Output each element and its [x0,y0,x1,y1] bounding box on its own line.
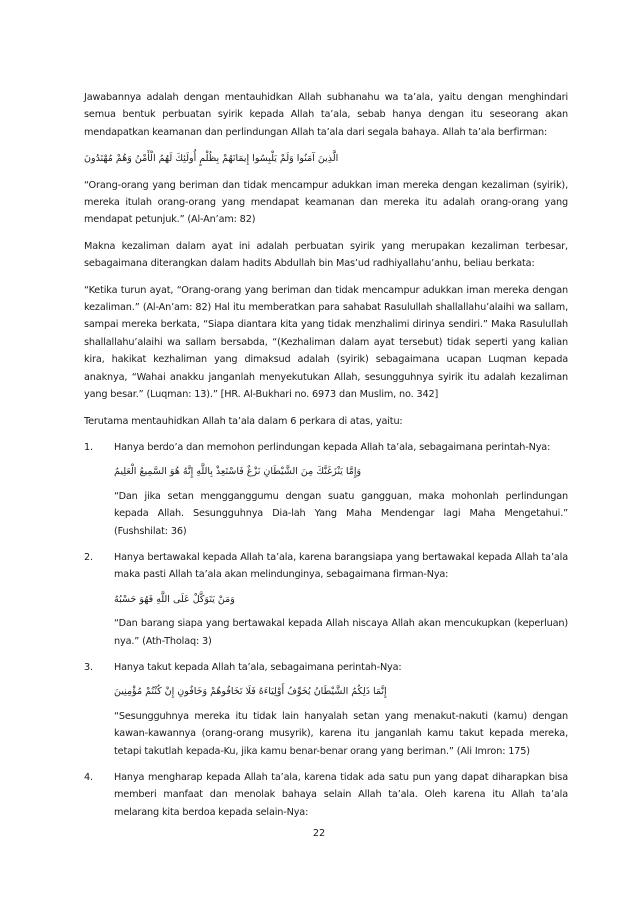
paragraph-list-intro: Terutama mentauhidkan Allah ta’ala dalam 6 perkara di atas, yaitu: [84,415,403,427]
arabic-verse: وَإِمَّا يَنْزَغَنَّكَ مِنَ الشَّيْطَانِ نَزْغٌ فَاسْتَعِذْ بِاللَّهِ إِنَّهُ هُوَ السَّمِيعُ الْعَلِيمُ [114,466,362,478]
list-item-text: Hanya bertawakal kepada Allah ta’ala, karena barangsiapa yang bertawakal kepada Allah ta’ala maka pasti Allah ta’ala akan melindunginya, sebagaimana firman-Nya: [114,551,568,581]
verse-translation: “Dan barang siapa yang bertawakal kepada Allah niscaya Allah akan mencukupkan (keperluan) nya.” (Ath-Tholaq: 3) [114,618,568,647]
arabic-verse: وَمَنْ يَتَوَكَّلْ عَلَى اللَّهِ فَهُوَ حَسْبُهُ [114,593,235,605]
list-number: 4. [84,772,93,783]
arabic-verse-al-anam: الَّذِينَ آمَنُوا وَلَمْ يَلْبِسُوا إِيمَانَهُمْ بِظُلْمٍ أُولَئِكَ لَهُمُ الْأَمْنُ وَهُمْ مُهْتَدُونَ [84,153,339,165]
verse-translation: “Sesungguhnya mereka itu tidak lain hanyalah setan yang menakut-nakuti (kamu) dengan kawan-kawannya (orang-orang musyrik), karena itu janganlah kamu takut kepada mereka, tetapi takutlah kepada-Ku, jika kamu benar-benar orang yang beriman.” (Ali Imron: 175) [114,710,568,757]
list-item-text: Hanya mengharap kepada Allah ta’ala, karena tidak ada satu pun yang dapat diharapkan bisa memberi manfaat dan menolak bahaya selain Allah ta’ala. Oleh karena itu Allah ta’ala melarang kita berdoa kepada selain-Nya: [114,772,568,818]
list-item-4 [84,769,568,821]
paragraph-intro: Jawabannya adalah dengan mentauhidkan Allah subhanahu wa ta’ala, yaitu dengan menghindari semua bentuk perbuatan syirik kepada Allah ta’ala, sebab hanya dengan itu seseorang akan mendapatkan keamanan dan perlindungan Allah ta’ala dari segala bahaya. Allah ta’ala berfirman: [84,92,568,138]
paragraph-translation-al-anam: “Orang-orang yang beriman dan tidak mencampur adukkan iman mereka dengan kezaliman (syirik), mereka itulah orang-orang yang mendapat keamanan dan mereka itu adalah orang-orang yang mendapat petunjuk.” (Al-An’am: 82) [84,179,568,226]
paragraph-hadith: “Ketika turun ayat, “Orang-orang yang beriman dan tidak mencampur adukkan iman mereka dengan kezaliman.” (Al-An’am: 82) Hal itu memberatkan para sahabat Rasulullah shallallahu’alaihi wa sallam, sampai mereka berkata, “Siapa diantara kita yang tidak menzhalimi dirinya sendiri.” Maka Rasulullah shallallahu’alaihi wa sallam bersabda, “(Kezhaliman dalam ayat tersebut) tidak seperti yang kalian kira, hakikat kezhaliman yang dimaksud adalah (syirik) sebagaimana ucapan Luqman kepada anaknya, “Wahai anakku janganlah menyekutukan Allah, sesungguhnya syirik itu adalah kezaliman yang besar.” (Luqman: 13).” [HR. Al-Bukhari no. 6973 dan Muslim, no. 342] [84,284,568,401]
list-item-text: Hanya berdo’a dan memohon perlindungan kepada Allah ta’ala, sebagaimana perintah-Nya: [114,441,551,453]
arabic-verse: إِنَّمَا ذَلِكُمُ الشَّيْطَانُ يُخَوِّفُ أَوْلِيَاءَهُ فَلَا تَخَافُوهُمْ وَخَافُونِ إِنْ كُنْتُمْ مُؤْمِنِينَ [114,686,387,698]
page-body [84,89,568,830]
list-number: 3. [84,661,93,673]
paragraph-meaning: Makna kezaliman dalam ayat ini adalah perbuatan syirik yang merupakan kezaliman terbesar, sebagaimana diterangkan dalam hadits Abdullah bin Mas’ud radhiyallahu’anhu, beliau berkata: [84,240,568,270]
page-number: 22 [312,828,326,839]
list-number: 1. [84,441,93,453]
list-item-3 [84,659,568,760]
list-number: 2. [84,551,93,563]
verse-translation: “Dan jika setan mengganggumu dengan suatu gangguan, maka mohonlah perlindungan kepada Allah. Sesungguhnya Dia-lah Yang Maha Mendengar lagi Maha Mengetahui.” (Fushshilat: 36) [114,490,568,537]
list-item-text: Hanya takut kepada Allah ta’ala, sebagaimana perintah-Nya: [114,661,402,673]
list-item-1 [84,439,568,540]
list-item-2 [84,549,568,650]
